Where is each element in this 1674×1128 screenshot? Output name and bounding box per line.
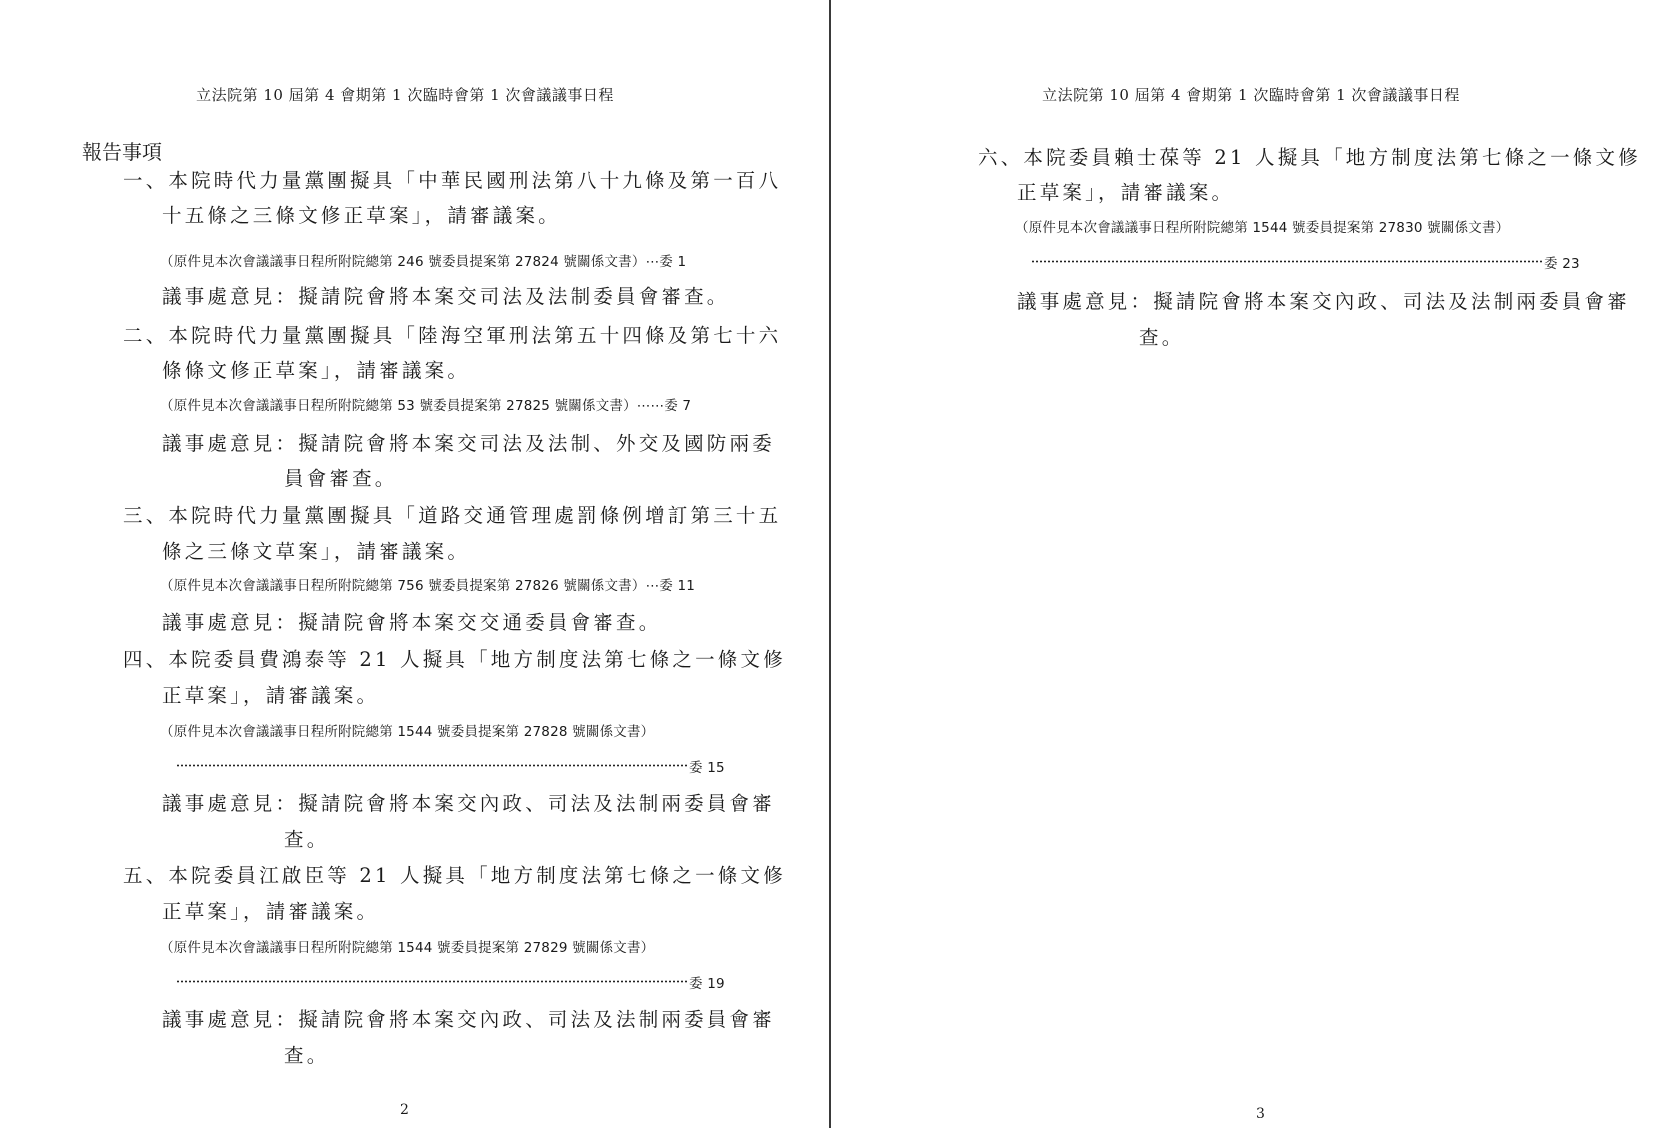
page-header: 立法院第 10 屆第 4 會期第 1 次臨時會第 1 次會議議事日程 <box>1042 86 1460 104</box>
page-header: 立法院第 10 屆第 4 會期第 1 次臨時會第 1 次會議議事日程 <box>196 86 614 104</box>
agenda-item-4-reference: （原件見本次會議議事日程所附院總第 1544 號委員提案第 27828 號關係文書） <box>160 724 655 740</box>
agenda-item-6-opinion: 議事處意見：擬請院會將本案交內政、司法及法制兩委員會審 <box>1017 290 1630 313</box>
agenda-item-6-line2: 正草案」，請審議案。 <box>1017 181 1235 204</box>
leader-dots <box>176 980 688 983</box>
agenda-item-6-reference: （原件見本次會議議事日程所附院總第 1544 號委員提案第 27830 號關係文書） <box>1015 220 1510 236</box>
agenda-item-4-page-ref: 委 15 <box>689 760 725 776</box>
agenda-item-3-opinion: 議事處意見：擬請院會將本案交交通委員會審查。 <box>162 611 662 634</box>
agenda-item-3-line1: 三、本院時代力量黨團擬具「道路交通管理處罰條例增訂第三十五 <box>123 504 782 527</box>
section-title: 報告事項 <box>82 140 162 164</box>
agenda-item-4-line1: 四、本院委員費鴻泰等 21 人擬具「地方制度法第七條之一條文修 <box>123 648 786 671</box>
agenda-item-2-reference: （原件見本次會議議事日程所附院總第 53 號委員提案第 27825 號關係文書）⋯⋯委 7 <box>160 398 692 414</box>
agenda-item-1-opinion: 議事處意見：擬請院會將本案交司法及法制委員會審查。 <box>162 285 730 308</box>
leader-dots <box>176 764 688 767</box>
agenda-item-3-line2: 條之三條文草案」，請審議案。 <box>162 540 471 563</box>
agenda-item-5-page-ref: 委 19 <box>689 976 725 992</box>
agenda-item-2-line1: 二、本院時代力量黨團擬具「陸海空軍刑法第五十四條及第七十六 <box>123 324 782 347</box>
agenda-item-2-opinion: 議事處意見：擬請院會將本案交司法及法制、外交及國防兩委 <box>162 432 775 455</box>
document-page-right <box>831 0 1674 1128</box>
page-number: 2 <box>400 1102 409 1118</box>
agenda-item-1-reference: （原件見本次會議議事日程所附院總第 246 號委員提案第 27824 號關係文書）⋯委 1 <box>160 254 687 270</box>
document-page-left <box>0 0 829 1128</box>
agenda-item-6-page-ref: 委 23 <box>1544 256 1580 272</box>
agenda-item-6-opinion-cont: 查。 <box>1139 326 1185 349</box>
agenda-item-4-line2: 正草案」，請審議案。 <box>162 684 380 707</box>
leader-dots <box>1031 260 1543 263</box>
agenda-item-3-reference: （原件見本次會議議事日程所附院總第 756 號委員提案第 27826 號關係文書）⋯委 11 <box>160 578 696 594</box>
agenda-item-5-line1: 五、本院委員江啟臣等 21 人擬具「地方制度法第七條之一條文修 <box>123 864 786 887</box>
agenda-item-5-opinion-cont: 查。 <box>284 1044 330 1067</box>
agenda-item-5-reference: （原件見本次會議議事日程所附院總第 1544 號委員提案第 27829 號關係文書） <box>160 940 655 956</box>
agenda-item-2-line2: 條條文修正草案」，請審議案。 <box>162 359 471 382</box>
agenda-item-6-line1: 六、本院委員賴士葆等 21 人擬具「地方制度法第七條之一條文修 <box>978 146 1641 169</box>
agenda-item-4-opinion: 議事處意見：擬請院會將本案交內政、司法及法制兩委員會審 <box>162 792 775 815</box>
page-number: 3 <box>1256 1106 1265 1122</box>
agenda-item-5-opinion: 議事處意見：擬請院會將本案交內政、司法及法制兩委員會審 <box>162 1008 775 1031</box>
agenda-item-2-opinion-cont: 員會審查。 <box>284 467 398 490</box>
agenda-item-1-line1: 一、本院時代力量黨團擬具「中華民國刑法第八十九條及第一百八 <box>123 169 782 192</box>
agenda-item-1-line2: 十五條之三條文修正草案」，請審議案。 <box>162 204 561 227</box>
agenda-item-5-line2: 正草案」，請審議案。 <box>162 900 380 923</box>
agenda-item-4-opinion-cont: 查。 <box>284 828 330 851</box>
